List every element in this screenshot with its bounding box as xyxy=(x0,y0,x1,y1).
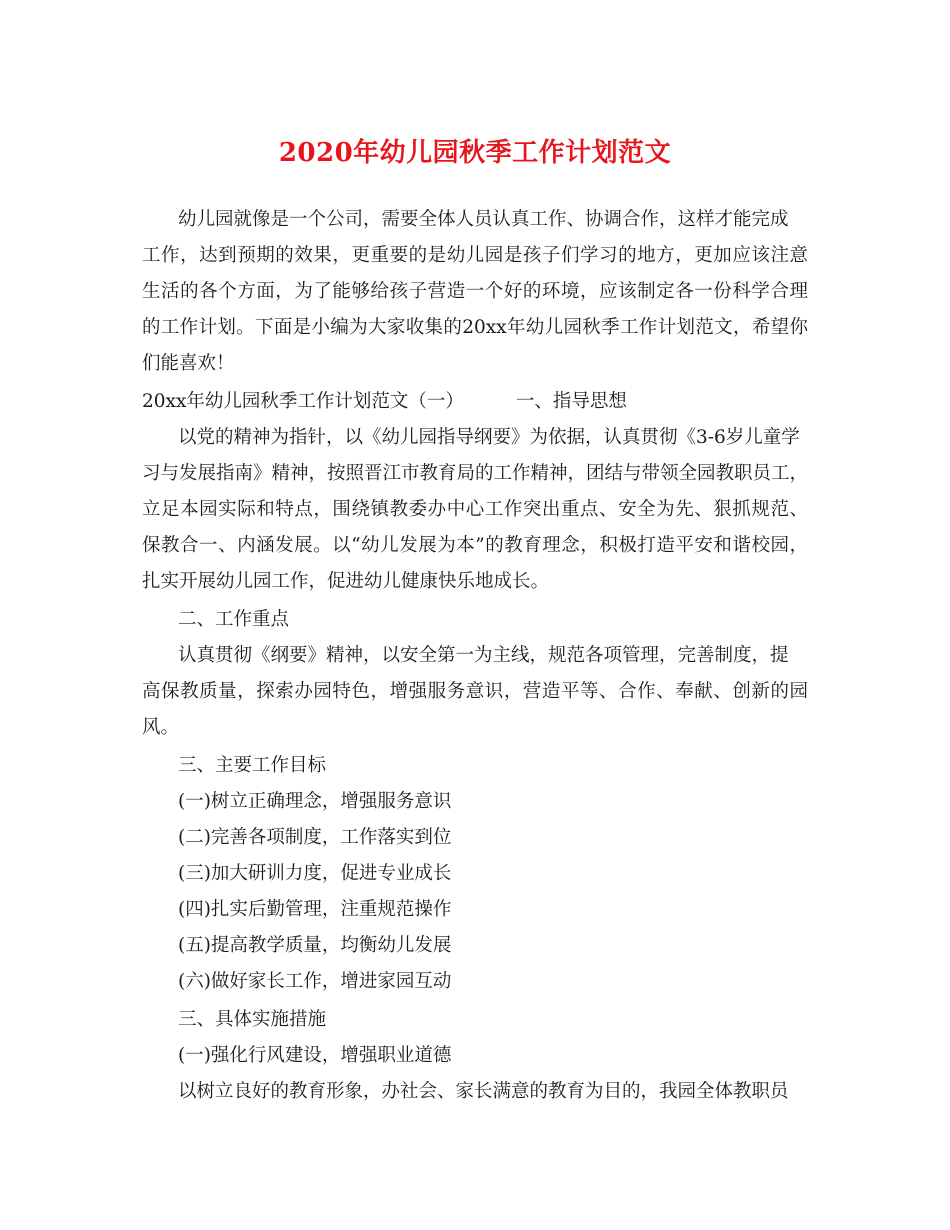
intro-line-4: 的工作计划。下面是小编为大家收集的20xx年幼儿园秋季工作计划范文，希望你 xyxy=(142,317,808,338)
section-title: 20xx年幼儿园秋季工作计划范文（一） xyxy=(142,391,464,412)
heading-main-goals: 三、主要工作目标 xyxy=(178,755,327,776)
measure-item-1: (一)强化行风建设，增强职业道德 xyxy=(178,1045,452,1066)
goal-item-5: (五)提高教学质量，均衡幼儿发展 xyxy=(178,935,452,956)
section-title-line xyxy=(142,390,627,414)
goal-item-4: (四)扎实后勤管理，注重规范操作 xyxy=(178,899,452,920)
para1-line-1: 以党的精神为指针，以《幼儿园指导纲要》为依据，认真贯彻《3-6岁儿童学 xyxy=(178,427,800,448)
intro-line-1: 幼儿园就像是一个公司，需要全体人员认真工作、协调合作，这样才能完成 xyxy=(178,209,789,230)
heading-implementation-measures: 三、具体实施措施 xyxy=(178,1009,327,1030)
heading-guiding-ideology: 一、指导思想 xyxy=(515,391,627,412)
goal-item-1: (一)树立正确理念，增强服务意识 xyxy=(178,791,452,812)
para1-line-2: 习与发展指南》精神，按照晋江市教育局的工作精神，团结与带领全园教职员工， xyxy=(142,463,809,484)
para2-line-1: 认真贯彻《纲要》精神，以安全第一为主线，规范各项管理，完善制度，提 xyxy=(178,645,789,666)
goal-item-3: (三)加大研训力度，促进专业成长 xyxy=(178,863,452,884)
intro-line-3: 生活的各个方面，为了能够给孩子营造一个好的环境，应该制定各一份科学合理 xyxy=(142,281,808,302)
goal-item-6: (六)做好家长工作，增进家园互动 xyxy=(178,971,452,992)
intro-line-5: 们能喜欢！ xyxy=(142,353,235,374)
para1-line-5: 扎实开展幼儿园工作，促进幼儿健康快乐地成长。 xyxy=(142,571,550,592)
para1-line-4: 保教合一、内涵发展。以“幼儿发展为本”的教育理念，积极打造平安和谐校园， xyxy=(142,535,808,556)
para2-line-3: 风。 xyxy=(142,717,180,738)
heading-work-focus: 二、工作重点 xyxy=(178,609,290,630)
goal-item-2: (二)完善各项制度，工作落实到位 xyxy=(178,827,452,848)
para1-line-3: 立足本园实际和特点，围绕镇教委办中心工作突出重点、安全为先、狠抓规范、 xyxy=(142,499,808,520)
intro-line-2: 工作，达到预期的效果，更重要的是幼儿园是孩子们学习的地方，更加应该注意 xyxy=(142,245,808,266)
measure-paragraph-line-1: 以树立良好的教育形象，办社会、家长满意的教育为目的，我园全体教职员 xyxy=(178,1081,789,1102)
document-title: 2020年幼儿园秋季工作计划范文 xyxy=(278,138,672,168)
para2-line-2: 高保教质量，探索办园特色，增强服务意识，营造平等、合作、奉献、创新的园 xyxy=(142,681,808,702)
